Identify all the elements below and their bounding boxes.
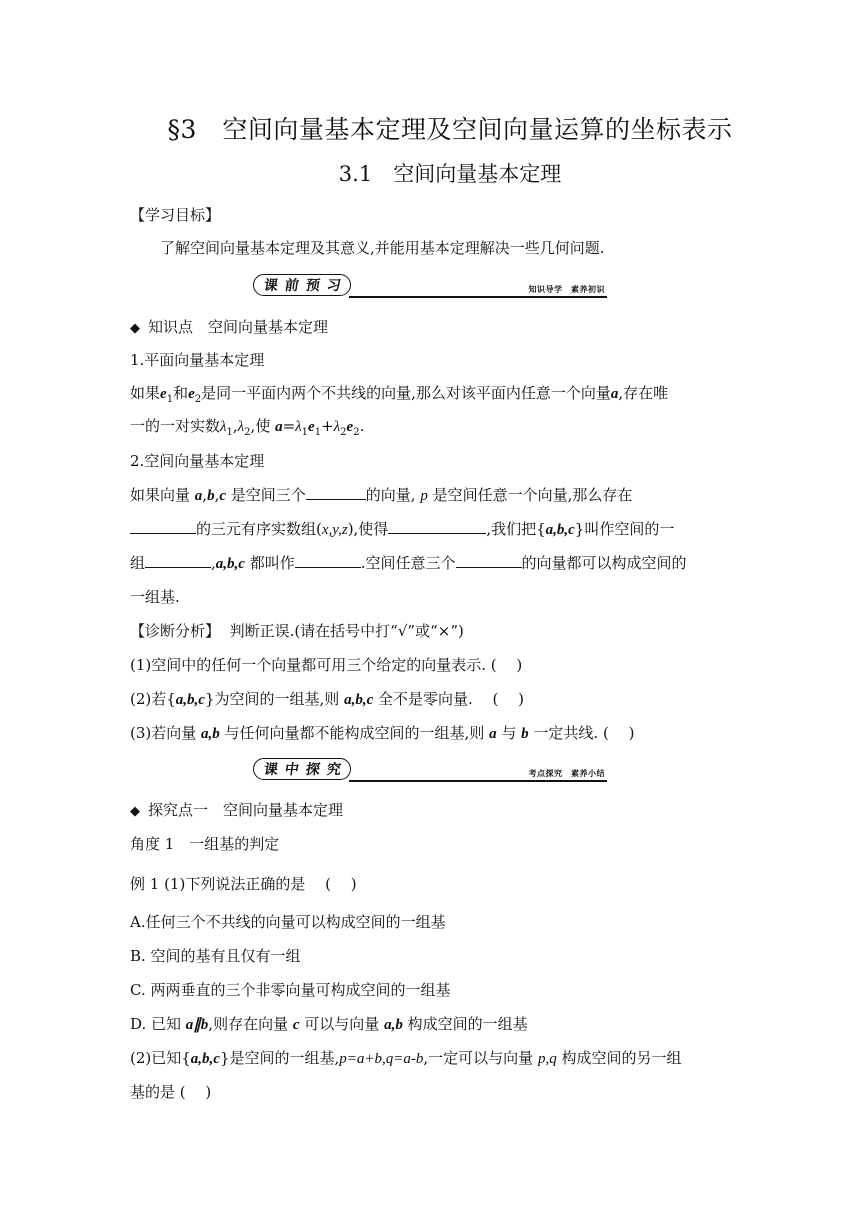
vector: a,b,c — [344, 692, 374, 708]
text: 全不是零向量. ( ) — [373, 690, 525, 708]
text: 构成空间的一组基 — [402, 1015, 528, 1033]
text: ,我们把{ — [486, 520, 546, 538]
option-b: B. 空间的基有且仅有一组 — [130, 947, 301, 965]
text: 都叫作 — [244, 554, 295, 572]
subscript: 1 — [166, 394, 174, 405]
text: 是空间任意一个向量,那么存在 — [427, 486, 633, 504]
subscript: 1 — [301, 427, 309, 438]
lambda: λ — [220, 419, 227, 435]
banner-char: 前 — [283, 278, 300, 294]
explore-heading-text: 探究点一 空间向量基本定理 — [148, 801, 344, 819]
text: 和 — [173, 384, 189, 402]
text: 如果向量 — [130, 486, 195, 504]
section-subtitle: 3.1 空间向量基本定理 — [338, 162, 562, 186]
banner-preview-tag: 知识导学 素养初识 — [528, 285, 605, 294]
vector: a,b,c — [190, 1051, 220, 1067]
text: + — [321, 417, 334, 435]
vector-p: p — [420, 488, 428, 504]
banner-char: 课 — [262, 762, 279, 778]
banner-char: 预 — [304, 278, 321, 294]
banner-char: 究 — [325, 762, 342, 778]
text: , — [202, 486, 208, 504]
text: 与 — [496, 724, 522, 742]
variables: x,y,z — [321, 522, 348, 538]
vector: a,b,c — [175, 692, 205, 708]
text: ,则存在向量 — [208, 1015, 293, 1033]
diagnosis-item-2 — [130, 688, 524, 709]
text: ,存在唯 — [618, 384, 669, 402]
text: 的三元有序实数组( — [196, 520, 322, 538]
banner-class-tag: 考点探究 素养小结 — [528, 769, 605, 778]
question-2-line2: 基的是 ( ) — [130, 1083, 212, 1101]
vector: a∥b — [185, 1017, 209, 1033]
text: 是同一平面内两个不共线的向量,那么对该平面内任意一个向量 — [201, 384, 611, 402]
fill-blank[interactable] — [145, 553, 211, 568]
text: 是空间三个 — [226, 486, 306, 504]
diagnosis-item-1: (1)空间中的任何一个向量都可用三个给定的向量表示. ( ) — [130, 656, 523, 674]
page-title: §3 空间向量基本定理及空间向量运算的坐标表示 — [167, 115, 733, 144]
text: 一定共线. ( ) — [528, 724, 635, 742]
text: , — [232, 417, 238, 435]
lambda: λ — [237, 419, 245, 435]
space-theorem-line1 — [130, 484, 632, 505]
banner-class-badge — [253, 758, 351, 780]
text: 如果 — [130, 384, 161, 402]
text: 的向量, — [365, 486, 421, 504]
text: }叫作空间的一 — [574, 520, 675, 538]
plane-theorem-line1 — [130, 382, 668, 405]
explore-heading — [130, 799, 343, 820]
text: = — [282, 417, 296, 435]
option-a: A.任何三个不共线的向量可以构成空间的一组基 — [130, 913, 446, 931]
banner-char: 探 — [304, 762, 321, 778]
question-2-line1 — [130, 1047, 681, 1068]
subscript: 2 — [340, 427, 347, 438]
banner-preview-badge — [253, 274, 351, 296]
objectives-heading: 【学习目标】 — [130, 206, 221, 224]
vector-e2: e — [188, 386, 195, 402]
fill-blank[interactable] — [306, 485, 366, 500]
text: 组 — [130, 554, 146, 572]
vector: a,b — [201, 726, 220, 742]
subscript: 1 — [314, 427, 322, 438]
text: D. 已知 — [130, 1015, 186, 1033]
knowledge-heading — [130, 316, 328, 337]
banner-preview — [253, 274, 607, 298]
subscript: 2 — [244, 427, 251, 438]
vector-e1: e — [308, 419, 315, 435]
text: 一的一对实数 — [130, 417, 221, 435]
vector-a: a — [275, 419, 283, 435]
banner-char: 习 — [325, 278, 342, 294]
fill-blank[interactable] — [295, 553, 361, 568]
text: ,一定可以与向量 — [423, 1049, 538, 1067]
diagnosis-item-3 — [130, 722, 634, 743]
vector-a: a — [610, 386, 619, 402]
text: (2)已知{ — [130, 1049, 191, 1067]
fill-blank[interactable] — [130, 519, 196, 534]
diamond-icon: ◆ — [130, 804, 140, 819]
vector-e1: e — [160, 386, 167, 402]
text: 构成空间的另一组 — [556, 1049, 682, 1067]
text: ),使得 — [347, 520, 389, 538]
text: , — [214, 486, 220, 504]
vector: a,b — [384, 1017, 403, 1033]
text: (2)若{ — [130, 690, 176, 708]
banner-char: 课 — [262, 278, 279, 294]
subscript: 1 — [226, 427, 233, 438]
space-theorem-line3 — [130, 552, 687, 573]
diagnosis-instruction: 判断正误.(请在括号中打“√”或“×”) — [229, 622, 464, 640]
example-1-question: 例 1 (1)下列说法正确的是 ( ) — [130, 875, 357, 893]
text: }是空间的一组基, — [219, 1049, 340, 1067]
text: (3)若向量 — [130, 724, 202, 742]
banner-rule — [349, 780, 607, 782]
vector: a — [194, 488, 203, 504]
fill-blank[interactable] — [388, 519, 486, 534]
vector: a,b,c — [545, 522, 575, 538]
text: , — [211, 554, 216, 572]
knowledge-heading-text: 知识点 空间向量基本定理 — [148, 318, 329, 336]
text: 可以与向量 — [299, 1015, 385, 1033]
option-c: C. 两两垂直的三个非零向量可构成空间的一组基 — [130, 981, 451, 999]
text: 与任何向量都不能构成空间的一组基,则 — [219, 724, 490, 742]
plane-theorem-heading: 1.平面向量基本定理 — [130, 351, 265, 369]
lambda: λ — [333, 419, 341, 435]
angle-heading: 角度 1 一组基的判定 — [130, 835, 280, 853]
option-d — [130, 1013, 528, 1034]
banner-rule — [349, 296, 607, 298]
space-theorem-line2 — [130, 518, 674, 539]
space-theorem-heading: 2.空间向量基本定理 — [130, 452, 265, 470]
vector: b — [207, 488, 215, 504]
vector-e2: e — [346, 419, 354, 435]
banner-char: 中 — [283, 762, 300, 778]
lambda: λ — [295, 419, 302, 435]
formula: p=a+b,q=a-b — [339, 1051, 424, 1067]
text: .空间任意三个 — [360, 554, 456, 572]
objectives-text: 了解空间向量基本定理及其意义,并能用基本定理解决一些几何问题. — [160, 239, 605, 257]
text: . — [359, 417, 365, 435]
subscript: 2 — [194, 394, 202, 405]
diagnosis-label: 【诊断分析】 — [130, 622, 221, 640]
subscript: 2 — [353, 427, 360, 438]
text: }为空间的一组基,则 — [204, 690, 345, 708]
vector: b — [521, 726, 529, 742]
plane-theorem-line2 — [130, 415, 364, 438]
fill-blank[interactable] — [456, 553, 522, 568]
vector: a,b,c — [215, 556, 245, 572]
space-theorem-line4: 一组基. — [130, 588, 180, 606]
vector: p,q — [537, 1051, 557, 1067]
text: ,使 — [250, 417, 276, 435]
vector: c — [292, 1017, 300, 1033]
diamond-icon: ◆ — [130, 321, 140, 336]
banner-class — [253, 758, 607, 782]
diagnosis-heading — [130, 620, 464, 641]
vector: c — [219, 488, 227, 504]
text: 的向量都可以构成空间的 — [521, 554, 687, 572]
vector: a — [489, 726, 497, 742]
